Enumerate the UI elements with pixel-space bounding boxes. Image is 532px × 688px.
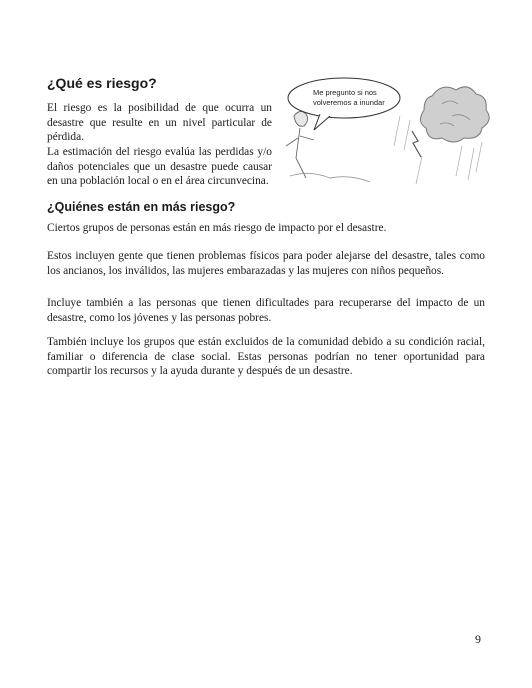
paragraph-excluded-groups: También incluye los grupos que están excluidos de la comunidad debido a su condición racial, familiar o diferencia de clase social. Estas personas podrían no tener oportunidad para compartir los recursos y la ayuda durante y después de un desastre. xyxy=(47,336,485,378)
paragraph-risk-definition: El riesgo es la posibilidad de que ocurra un desastre que resulte en un nivel particular de pérdida. xyxy=(47,102,272,144)
heading-who-is-at-risk: ¿Quiénes están en más riesgo? xyxy=(47,200,236,214)
heading-what-is-risk: ¿Qué es riesgo? xyxy=(47,75,157,91)
page-number: 9 xyxy=(475,632,481,646)
storm-cloud-icon xyxy=(420,87,489,142)
lightning-icon xyxy=(412,131,421,157)
paragraph-physical-problems: Estos incluyen gente que tienen problemas físicos para poder alejarse del desastre, tales como los ancianos, los inválidos, las mujeres embarazadas y las mujeres con niños pequeños. xyxy=(47,250,485,277)
paragraph-risk-estimation: La estimación del riesgo evalúa las perdidas y/o daños potenciales que un desastre puede causar en una población local o en el área circunvecina. xyxy=(47,146,272,188)
speech-bubble-text: Me pregunto si nos volveremos a inundar xyxy=(313,88,385,107)
paragraph-groups-at-risk: Ciertos grupos de personas están en más riesgo de impacto por el desastre. xyxy=(47,222,387,234)
person-figure xyxy=(286,111,370,182)
paragraph-recovery-difficulties: Incluye también a las personas que tienen dificultades para recuperarse del impacto de un desastre, como los jóvenes y las personas pobres. xyxy=(47,297,485,324)
